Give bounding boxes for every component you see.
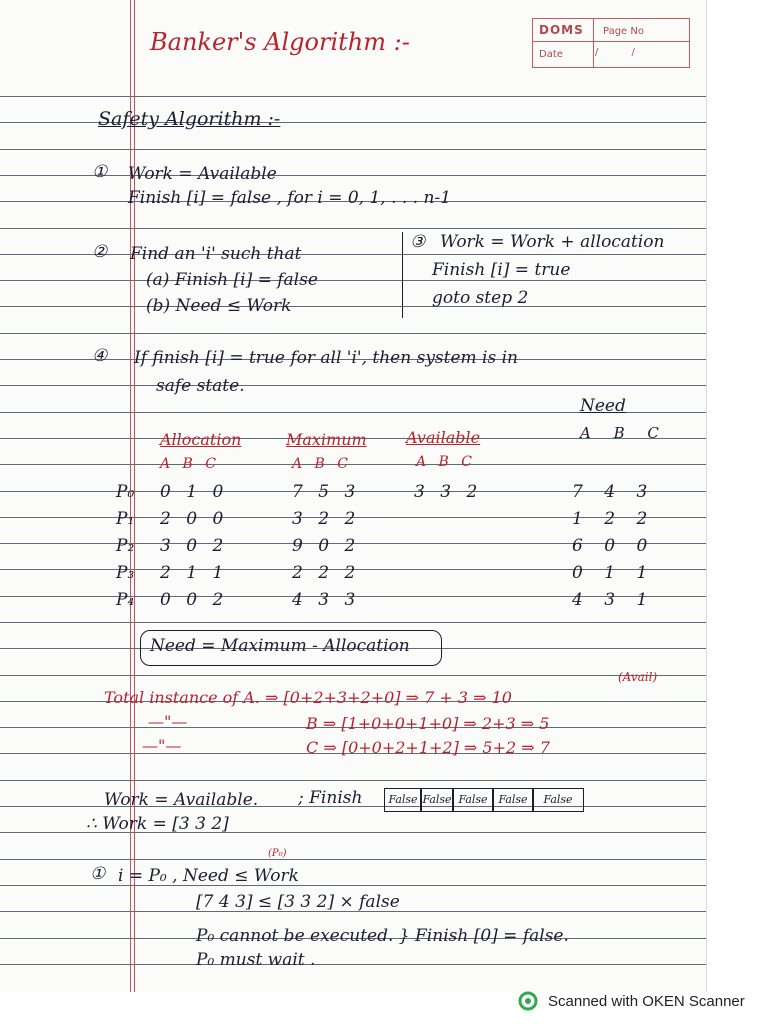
page-title: Banker's Algorithm :- bbox=[150, 28, 410, 56]
ruled-line bbox=[0, 964, 706, 965]
need-abc: A B C bbox=[580, 424, 659, 442]
step2-line2: (a) Finish [i] = false bbox=[146, 270, 318, 290]
avail-note: (Avail) bbox=[618, 670, 658, 684]
maximum-cell: 3 2 2 bbox=[292, 509, 356, 529]
finish-cell: False bbox=[384, 788, 422, 812]
step3-line2: Finish [i] = true bbox=[432, 260, 571, 280]
need-cell: 0 1 1 bbox=[572, 563, 648, 583]
allocation-header: Allocation bbox=[160, 430, 242, 449]
need-cell: 1 2 2 bbox=[572, 509, 648, 529]
ruled-line bbox=[0, 280, 706, 281]
ruled-line bbox=[0, 622, 706, 623]
allocation-cell: 0 1 0 bbox=[160, 482, 224, 502]
ruled-line bbox=[0, 859, 706, 860]
step1-line2: Finish [i] = false , for i = 0, 1, . . . n-1 bbox=[128, 188, 452, 208]
allocation-cell: 2 0 0 bbox=[160, 509, 224, 529]
iteration-line2: [7 4 3] ≤ [3 3 2] × false bbox=[196, 892, 400, 912]
step1-number: ① bbox=[92, 162, 108, 182]
need-cell: 4 3 1 bbox=[572, 590, 648, 610]
maximum-cell: 4 3 3 bbox=[292, 590, 356, 610]
page-no-label: Page No bbox=[603, 26, 644, 37]
maximum-cell: 2 2 2 bbox=[292, 563, 356, 583]
step2-number: ② bbox=[92, 242, 108, 262]
total-b: B ⇒ [1+0+0+1+0] ⇒ 2+3 ⇒ 5 bbox=[306, 714, 550, 733]
iteration-line4: P₀ must wait . bbox=[196, 950, 316, 970]
step4-line2: safe state. bbox=[156, 376, 245, 396]
date-label: Date bbox=[539, 49, 563, 60]
step3-number: ③ bbox=[410, 232, 426, 252]
maximum-cell: 9 0 2 bbox=[292, 536, 356, 556]
available-abc: A B C bbox=[416, 454, 473, 470]
process-id: P₄ bbox=[116, 590, 135, 610]
maximum-cell: 7 5 3 bbox=[292, 482, 356, 502]
ruled-line bbox=[0, 228, 706, 229]
ruled-line bbox=[0, 780, 706, 781]
p0-mark: (P₀) bbox=[268, 848, 287, 859]
total-a: Total instance of A. ⇒ [0+2+3+2+0] ⇒ 7 + 3 ⇒ 10 bbox=[104, 688, 512, 707]
finish-label: ; Finish bbox=[298, 788, 363, 808]
oken-logo-icon bbox=[518, 991, 538, 1011]
iteration-line3: P₀ cannot be executed. } Finish [0] = false. bbox=[196, 926, 569, 946]
step2-line3: (b) Need ≤ Work bbox=[146, 296, 292, 316]
ruled-line bbox=[0, 675, 706, 676]
brand-logo: DOMS bbox=[539, 23, 584, 37]
work-line1: Work = Available. bbox=[104, 790, 259, 810]
need-cell: 6 0 0 bbox=[572, 536, 648, 556]
finish-cell: False bbox=[532, 788, 584, 812]
step4-line1: If finish [i] = true for all 'i', then system is in bbox=[134, 348, 519, 368]
allocation-cell: 3 0 2 bbox=[160, 536, 224, 556]
ruled-line bbox=[0, 385, 706, 386]
allocation-abc: A B C bbox=[160, 456, 217, 472]
finish-cell: False bbox=[492, 788, 534, 812]
step4-number: ④ bbox=[92, 346, 108, 366]
date-slashes: / / bbox=[595, 47, 635, 58]
total-b-ditto: —"— bbox=[148, 712, 188, 731]
step-divider bbox=[402, 232, 403, 318]
step3-line1: Work = Work + allocation bbox=[440, 232, 665, 252]
process-id: P₂ bbox=[116, 536, 135, 556]
step1-line1: Work = Available bbox=[128, 164, 277, 184]
step3-line3: goto step 2 bbox=[432, 288, 529, 308]
watermark-text: Scanned with OKEN Scanner bbox=[548, 992, 745, 1010]
process-id: P₀ bbox=[116, 482, 135, 502]
available-header: Available bbox=[406, 428, 481, 447]
step2-line1: Find an 'i' such that bbox=[130, 244, 302, 264]
allocation-cell: 2 1 1 bbox=[160, 563, 224, 583]
need-header: Need bbox=[580, 396, 626, 416]
page-stamp bbox=[532, 18, 690, 68]
iteration-line1: i = P₀ , Need ≤ Work bbox=[118, 866, 299, 886]
maximum-abc: A B C bbox=[292, 456, 349, 472]
need-formula: Need = Maximum - Allocation bbox=[150, 636, 410, 656]
finish-cell: False bbox=[452, 788, 494, 812]
total-c-ditto: —"— bbox=[142, 736, 182, 755]
ruled-line bbox=[0, 333, 706, 334]
ruled-line bbox=[0, 306, 706, 307]
ruled-line bbox=[0, 96, 706, 97]
safety-heading: Safety Algorithm :- bbox=[98, 108, 281, 130]
allocation-cell: 0 0 2 bbox=[160, 590, 224, 610]
maximum-header: Maximum bbox=[286, 430, 367, 449]
finish-cell: False bbox=[420, 788, 454, 812]
process-id: P₃ bbox=[116, 563, 135, 583]
work-line2: ∴ Work = [3 3 2] bbox=[86, 814, 229, 834]
iteration-number: ① bbox=[90, 864, 106, 884]
process-id: P₁ bbox=[116, 509, 135, 529]
ruled-line bbox=[0, 149, 706, 150]
total-c: C ⇒ [0+0+2+1+2] ⇒ 5+2 ⇒ 7 bbox=[306, 738, 550, 757]
available-cell: 3 3 2 bbox=[414, 482, 478, 502]
need-cell: 7 4 3 bbox=[572, 482, 648, 502]
ruled-line bbox=[0, 885, 706, 886]
scanner-watermark bbox=[518, 990, 745, 1012]
ruled-line bbox=[0, 464, 706, 465]
